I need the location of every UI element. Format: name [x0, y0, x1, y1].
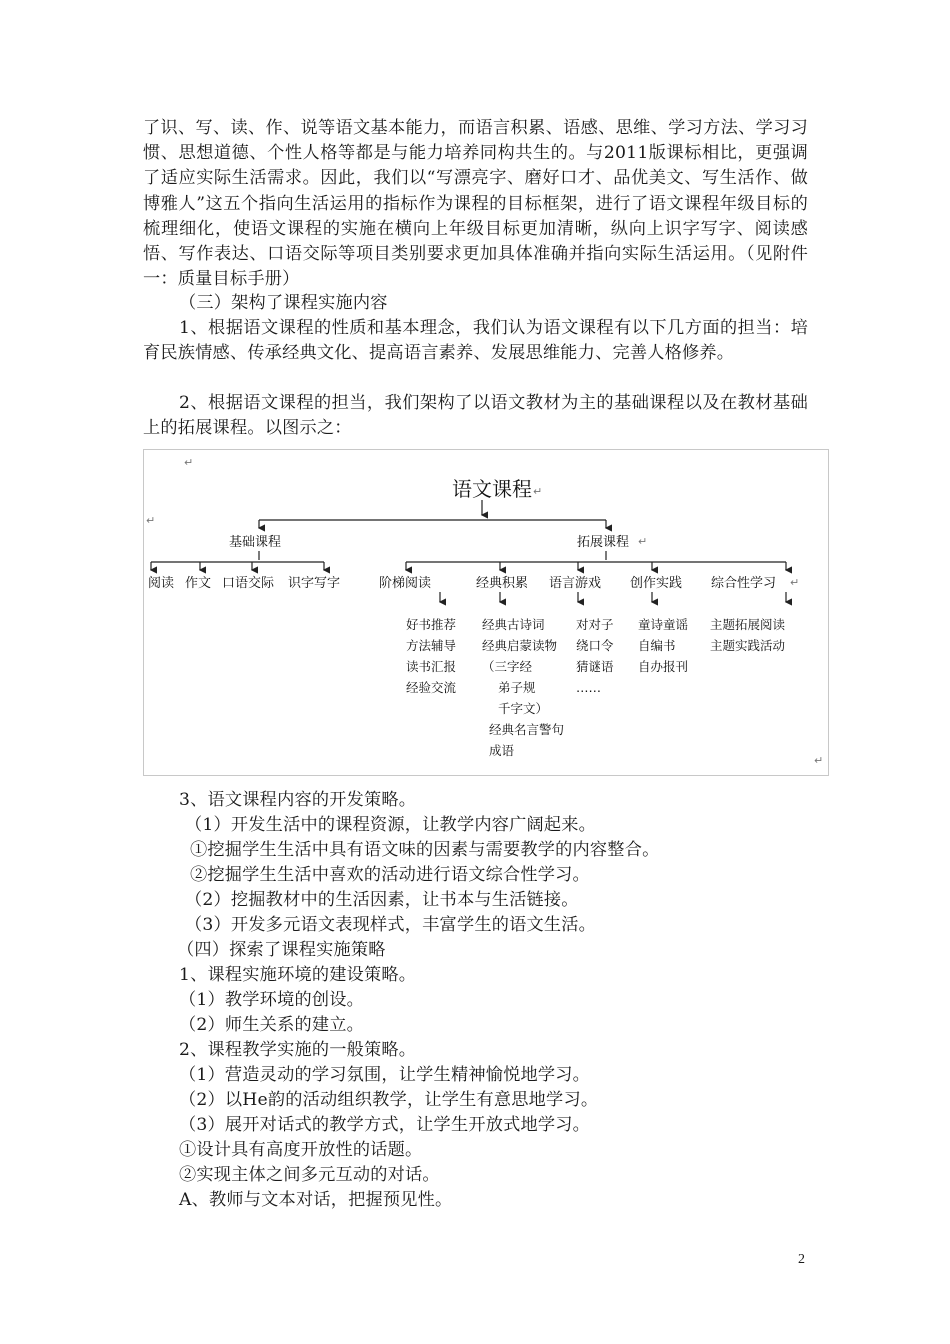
- detail-item: 好书推荐: [406, 617, 457, 632]
- text-line: （1）开发生活中的课程资源，让教学内容广阔起来。: [185, 815, 597, 835]
- text-line: （3）展开对话式的教学方式，让学生开放式地学习。: [179, 1115, 591, 1135]
- return-mark: ↵: [146, 514, 156, 527]
- detail-item: 猜谜语: [576, 659, 614, 674]
- detail-item: 主题实践活动: [710, 638, 786, 653]
- detail-item: ……: [576, 680, 601, 695]
- page-number: 2: [798, 1252, 805, 1267]
- paragraph-responsibility: 1、根据语文课程的性质和基本理念，我们认为语文课程有以下几方面的担当：培育民族情感、传承经典文化、提高语言素养、发展思维能力、完善人格修养。: [143, 318, 808, 364]
- ext-item-creative-practice: 创作实践: [630, 576, 683, 591]
- text-line: ②挖掘学生生活中喜欢的活动进行语文综合性学习。: [190, 865, 590, 885]
- detail-item: 弟子规: [498, 680, 536, 695]
- detail-item: 经典名言警句: [489, 722, 565, 737]
- detail-item: 绕口令: [576, 638, 614, 653]
- detail-item: 经典启蒙读物: [482, 638, 558, 653]
- return-mark: ↵: [814, 754, 824, 767]
- section-heading-4: （四）探索了课程实施策略: [177, 940, 386, 960]
- return-mark: ↵: [533, 485, 543, 498]
- paragraph-goals: 了识、写、读、作、说等语文基本能力，而语言积累、语感、思维、学习方法、学习习惯、思想道德、个性人格等都是与能力培养同构共生的。与2011版课标相比，更强调了适应实际生活需求。因此，我们以“写漂亮字、磨好口才、品优美文、写生活作、做博雅人”这五个指向生活运用的指标作为课程的目标框架，进行了语文课程年级目标的梳理细化，使语文课程的实施在横向上年级目标更加清晰，纵向上识字写字、阅读感悟、写作表达、口语交际等项目类别要求更加具体准确并指向实际生活运用。（见附件一：质量目标手册）: [143, 118, 808, 290]
- detail-item: 经典古诗词: [482, 617, 545, 632]
- text-line: 3、语文课程内容的开发策略。: [179, 790, 417, 810]
- text-line: （2）师生关系的建立。: [179, 1015, 365, 1035]
- paragraph-framework: 2、根据语文课程的担当，我们架构了以语文教材为主的基础课程以及在教材基础上的拓展课程。以图示之：: [143, 393, 808, 439]
- detail-item: 千字文）: [498, 701, 549, 716]
- text-line: ②实现主体之间多元互动的对话。: [179, 1165, 440, 1185]
- basic-course-label: 基础课程: [229, 535, 282, 550]
- detail-item: 成语: [489, 743, 515, 758]
- detail-item: 方法辅导: [406, 638, 457, 653]
- diagram-root: 语文课程: [452, 477, 532, 501]
- text-line: （1）营造灵动的学习氛围，让学生精神愉悦地学习。: [179, 1065, 591, 1085]
- text-line: ①挖掘学生生活中具有语文味的因素与需要教学的内容整合。: [190, 840, 660, 860]
- detail-item: （三字经: [482, 659, 533, 674]
- basic-item-reading: 阅读: [148, 576, 175, 591]
- diagram-canvas: [144, 450, 828, 775]
- detail-item: 主题拓展阅读: [710, 617, 786, 632]
- section-heading-3: （三）架构了课程实施内容: [179, 293, 388, 313]
- text-line: （2）以He韵的活动组织教学，让学生有意思地学习。: [179, 1090, 599, 1110]
- detail-item: 自编书: [638, 638, 676, 653]
- text-line: （2）挖掘教材中的生活因素，让书本与生活链接。: [185, 890, 579, 910]
- text-line: （1）教学环境的创设。: [179, 990, 365, 1010]
- basic-item-writing: 作文: [185, 576, 212, 591]
- detail-item: 童诗童谣: [638, 617, 689, 632]
- return-mark: ↵: [790, 576, 800, 589]
- text-line: （3）开发多元语文表现样式，丰富学生的语文生活。: [185, 915, 597, 935]
- detail-item: 读书汇报: [406, 659, 457, 674]
- text-line: A、教师与文本对话，把握预见性。: [179, 1190, 453, 1210]
- text-line: ①设计具有高度开放性的话题。: [179, 1140, 423, 1160]
- basic-item-oral: 口语交际: [222, 576, 275, 591]
- ext-item-classics: 经典积累: [476, 576, 529, 591]
- return-mark: ↵: [184, 456, 194, 469]
- detail-item: 对对子: [576, 617, 614, 632]
- ext-item-comprehensive: 综合性学习: [711, 576, 777, 591]
- text-line: 2、课程教学实施的一般策略。: [179, 1040, 417, 1060]
- extended-course-label: 拓展课程: [577, 535, 630, 550]
- course-structure-diagram: [143, 449, 829, 776]
- text-line: 1、课程实施环境的建设策略。: [179, 965, 417, 985]
- detail-item: 自办报刊: [638, 659, 689, 674]
- basic-item-literacy: 识字写字: [288, 576, 341, 591]
- detail-item: 经验交流: [406, 680, 457, 695]
- ext-item-ladder-reading: 阶梯阅读: [379, 576, 432, 591]
- ext-item-language-games: 语言游戏: [549, 576, 602, 591]
- return-mark: ↵: [638, 535, 648, 548]
